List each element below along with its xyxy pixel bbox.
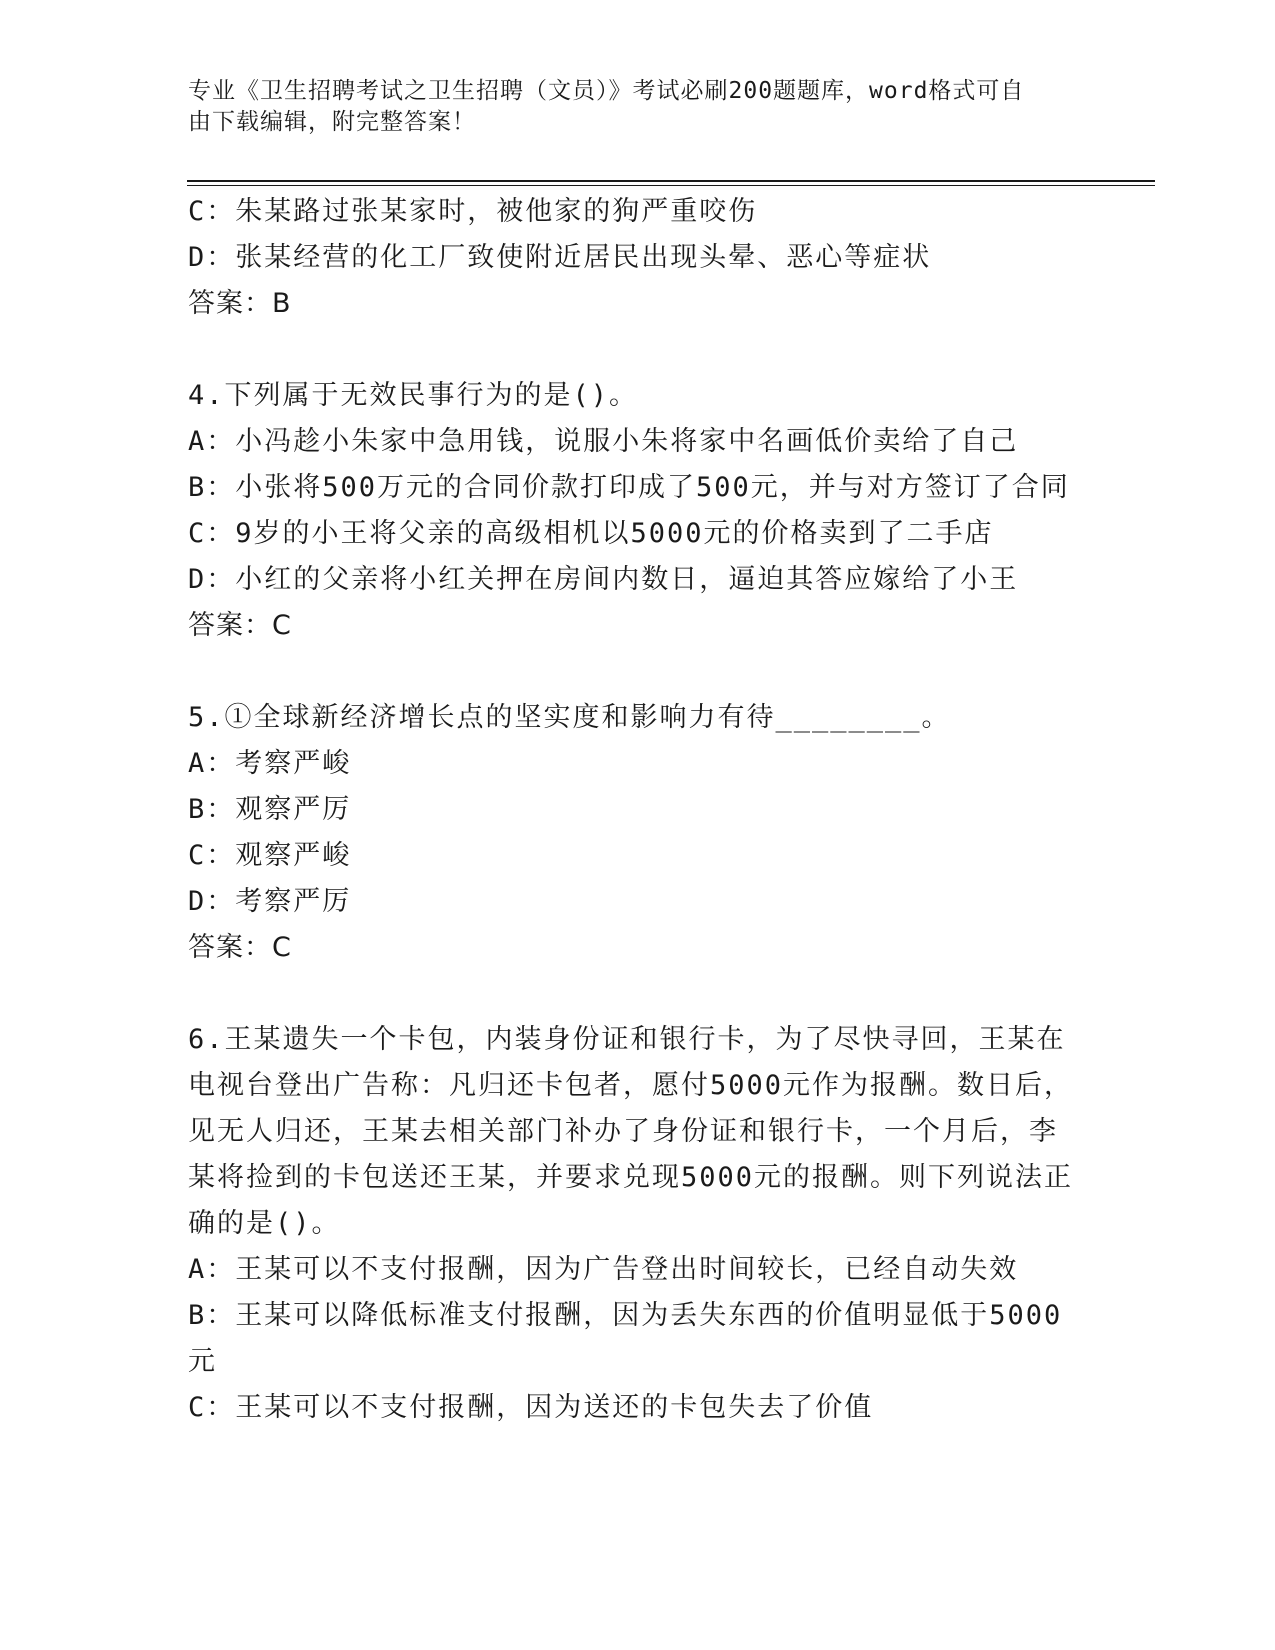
document-header [188, 76, 1068, 138]
document-body [188, 189, 1088, 1431]
header-divider-thick [187, 180, 1155, 182]
q3-answer: 答案：B [188, 288, 292, 319]
question-4 [188, 373, 1088, 649]
q6-option-c: C：王某可以不支付报酬，因为送还的卡包失去了价值 [188, 1392, 874, 1423]
q4-option-c: C：9岁的小王将父亲的高级相机以5000元的价格卖到了二手店 [188, 518, 994, 549]
q6-option-a: A：王某可以不支付报酬，因为广告登出时间较长，已经自动失效 [188, 1254, 1019, 1285]
q5-option-b: B：观察严厉 [188, 794, 352, 825]
question-6 [188, 1017, 1088, 1431]
header-divider-thin [187, 185, 1155, 186]
q5-option-a: A：考察严峻 [188, 748, 352, 779]
q6-stem-line-3: 见无人归还，王某去相关部门补办了身份证和银行卡，一个月后，李 [188, 1116, 1058, 1147]
q6-option-b-line-1: B：王某可以降低标准支付报酬，因为丢失东西的价值明显低于5000 [188, 1300, 1063, 1331]
q4-option-a: A：小冯趁小朱家中急用钱，说服小朱将家中名画低价卖给了自己 [188, 426, 1019, 457]
q6-stem-line-1: 6.王某遗失一个卡包，内装身份证和银行卡，为了尽快寻回，王某在 [188, 1024, 1066, 1055]
q3-option-c: C：朱某路过张某家时，被他家的狗严重咬伤 [188, 196, 758, 227]
q3-option-d: D：张某经营的化工厂致使附近居民出现头晕、恶心等症状 [188, 242, 932, 273]
spacer [188, 971, 1088, 1017]
q6-stem-line-4: 某将捡到的卡包送还王某，并要求兑现5000元的报酬。则下列说法正 [188, 1162, 1074, 1193]
q4-answer: 答案：C [188, 610, 292, 641]
spacer [188, 327, 1088, 373]
question-3-tail [188, 189, 1088, 327]
q6-stem-line-5: 确的是()。 [188, 1208, 341, 1239]
q4-option-d: D：小红的父亲将小红关押在房间内数日，逼迫其答应嫁给了小王 [188, 564, 1019, 595]
q5-answer: 答案：C [188, 932, 292, 963]
header-line-2: 由下载编辑，附完整答案！ [188, 109, 476, 135]
q5-stem: 5.①全球新经济增长点的坚实度和影响力有待________。 [188, 702, 951, 733]
q5-option-c: C：观察严峻 [188, 840, 352, 871]
q5-option-d: D：考察严厉 [188, 886, 352, 917]
header-line-1: 专业《卫生招聘考试之卫生招聘（文员）》考试必刷200题题库，word格式可自 [188, 78, 1025, 104]
spacer [188, 649, 1088, 695]
q4-option-b: B：小张将500万元的合同价款打印成了500元，并与对方签订了合同 [188, 472, 1070, 503]
q6-stem-line-2: 电视台登出广告称：凡归还卡包者，愿付5000元作为报酬。数日后， [188, 1070, 1074, 1101]
q4-stem: 4.下列属于无效民事行为的是()。 [188, 380, 639, 411]
q6-option-b-line-2: 元 [188, 1346, 217, 1377]
question-5 [188, 695, 1088, 971]
